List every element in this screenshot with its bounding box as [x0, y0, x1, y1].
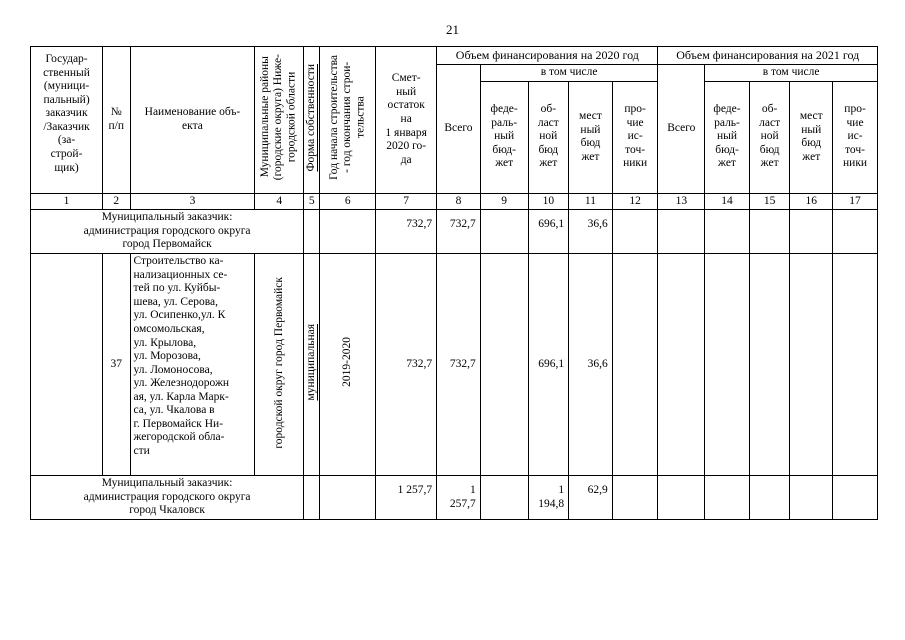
header-local-2021: мест ный бюд жет — [790, 81, 833, 193]
col-number: 2 — [103, 193, 130, 210]
customer-cell: Муниципальный заказчик: администрация городского округа город Первомайск — [31, 210, 304, 254]
col-number: 5 — [304, 193, 320, 210]
years-cell: 2019-2020 — [320, 254, 376, 476]
table-row — [31, 210, 878, 254]
object-name: Строительство ка- нализационных се- тей по ул. Куйбы- шева, ул. Серова, ул. Осипенко,ул. К омсомольская, ул. Крылова, ул. Морозова, ул. Ломоносова, ул. Железнодорожн ая, ул. Карла Марк- са, ул. Чкалова в г. Первомайск Ни- жегородской обла- сти — [130, 254, 255, 476]
local-2020: 36,6 — [569, 210, 613, 254]
header-object-name: Наименование объ- екта — [130, 47, 255, 194]
col-number: 8 — [437, 193, 481, 210]
header-number: № п/п — [103, 47, 130, 194]
header-customer: Государ- ственный (муници- пальный) заказчик /Заказчик (за- строй- щик) — [31, 47, 103, 194]
header-other-2020: про- чие ис- точ- ники — [612, 81, 658, 193]
total-2020: 732,7 — [437, 254, 481, 476]
header-regional-2021: об- ласт ной бюд жет — [749, 81, 790, 193]
ownership-cell: муниципальная — [304, 254, 320, 476]
header-federal-2021: феде- раль- ный бюд- жет — [705, 81, 750, 193]
header-total-2021: Всего — [658, 65, 705, 194]
header-financing-2021: Объем финансирования на 2021 год — [658, 47, 878, 65]
estimate-balance: 1 257,7 — [376, 476, 437, 520]
col-number: 17 — [833, 193, 878, 210]
col-number: 15 — [749, 193, 790, 210]
header-years: Год начала строительства - год окончания строи- тельства — [320, 47, 376, 194]
col-number: 13 — [658, 193, 705, 210]
header-estimate-balance: Смет- ный остаток на 1 января 2020 го- да — [376, 47, 437, 194]
col-number: 1 — [31, 193, 103, 210]
col-number: 3 — [130, 193, 255, 210]
header-district: Муниципальные районы (городские округа) Ниже- городской области — [255, 47, 304, 194]
col-number: 10 — [528, 193, 569, 210]
header-other-2021: про- чие ис- точ- ники — [833, 81, 878, 193]
table-row — [31, 254, 878, 476]
financing-table — [30, 46, 878, 520]
estimate-balance: 732,7 — [376, 254, 437, 476]
col-number: 9 — [480, 193, 528, 210]
header-federal-2020: феде- раль- ный бюд- жет — [480, 81, 528, 193]
customer-cell: Муниципальный заказчик: администрация городского округа город Чкаловск — [31, 476, 304, 520]
column-numbers-row — [31, 193, 878, 210]
header-ownership: Форма собственности — [304, 47, 320, 194]
header-regional-2020: об- ласт ной бюд жет — [528, 81, 569, 193]
header-including-2020: в том числе — [480, 65, 658, 82]
col-number: 11 — [569, 193, 613, 210]
col-number: 4 — [255, 193, 304, 210]
estimate-balance: 732,7 — [376, 210, 437, 254]
regional-2020: 696,1 — [528, 254, 569, 476]
page-number: 21 — [446, 22, 459, 37]
col-number: 12 — [612, 193, 658, 210]
col-number: 7 — [376, 193, 437, 210]
table-row — [31, 476, 878, 520]
header-local-2020: мест ный бюд жет — [569, 81, 613, 193]
local-2020: 62,9 — [569, 476, 613, 520]
header-total-2020: Всего — [437, 65, 481, 194]
object-number: 37 — [103, 254, 130, 476]
total-2020: 732,7 — [437, 210, 481, 254]
col-number: 16 — [790, 193, 833, 210]
regional-2020: 1 194,8 — [528, 476, 569, 520]
col-number: 14 — [705, 193, 750, 210]
district-cell: городской округ город Первомайск — [255, 254, 304, 476]
total-2020: 1 257,7 — [437, 476, 481, 520]
col-number: 6 — [320, 193, 376, 210]
header-including-2021: в том числе — [705, 65, 878, 82]
local-2020: 36,6 — [569, 254, 613, 476]
regional-2020: 696,1 — [528, 210, 569, 254]
header-financing-2020: Объем финансирования на 2020 год — [437, 47, 658, 65]
